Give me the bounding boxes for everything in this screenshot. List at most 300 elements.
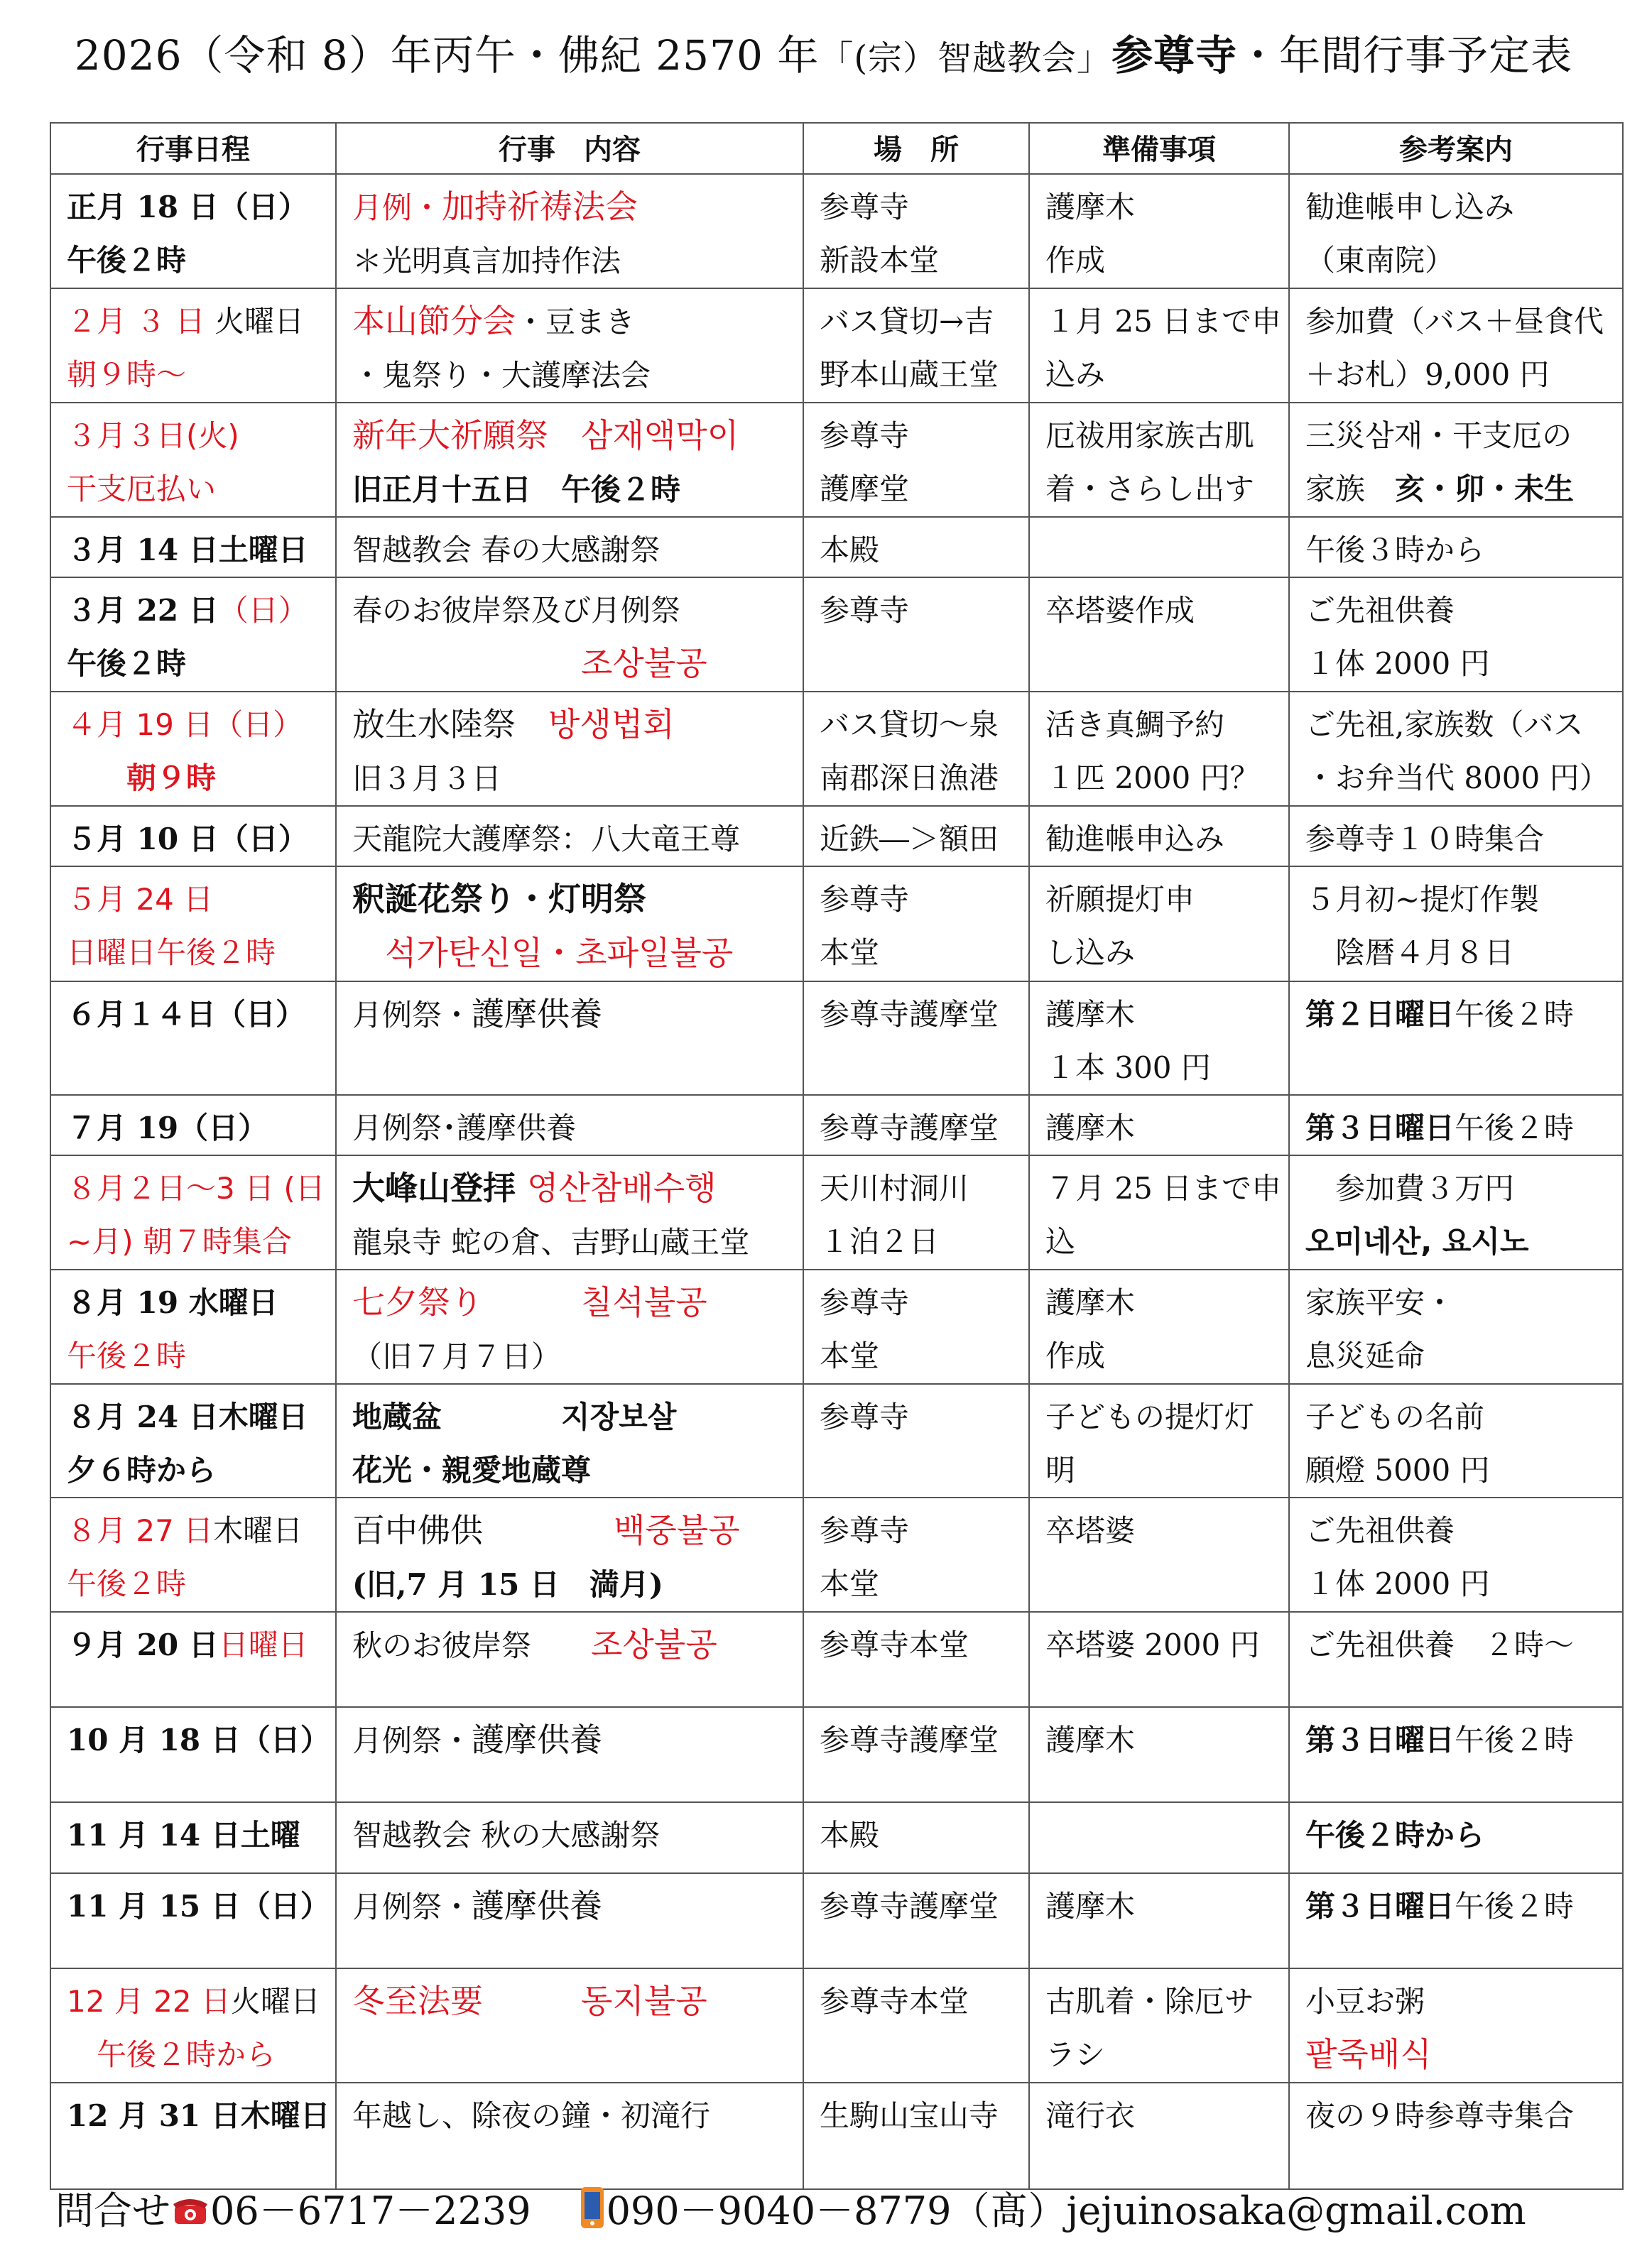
- telephone-icon: [170, 2188, 210, 2240]
- cell-line: [1305, 1329, 1607, 1383]
- cell-line: [67, 926, 320, 979]
- cell-line: [352, 295, 787, 349]
- cell-line: [820, 1329, 1013, 1383]
- cell-text: 冬至法要 동지불공: [352, 1982, 707, 2020]
- cell-text: 子どもの提灯灯: [1045, 1400, 1255, 1434]
- cell-line: [1045, 348, 1273, 401]
- cell-prep: [1029, 2083, 1289, 2189]
- table-row: [50, 1707, 1623, 1802]
- cell-text: し込み: [1045, 935, 1136, 970]
- cell-line: [820, 1975, 1013, 2028]
- cell-line: [67, 409, 320, 462]
- contact-mobile-email[interactable]: 090－9040－8779（髙）jejuinosaka@gmail.com: [606, 2188, 1526, 2233]
- cell-date: [50, 1612, 336, 1707]
- cell-text: 放生水陸祭: [352, 705, 548, 743]
- cell-prep: [1029, 866, 1289, 981]
- cell-line: [1305, 180, 1607, 234]
- header-content: 行事 内容: [336, 123, 803, 174]
- cell-info: [1289, 174, 1623, 288]
- cell-place: [803, 1270, 1029, 1384]
- cell-text: 朝９時: [67, 760, 217, 795]
- cell-place: [803, 806, 1029, 866]
- cell-text: 午後２時: [67, 1566, 187, 1601]
- cell-prep: [1029, 1155, 1289, 1270]
- cell-info: [1289, 2083, 1623, 2189]
- cell-text: 込: [1045, 1224, 1076, 1259]
- cell-line: [67, 1618, 320, 1672]
- cell-text: 日曜日午後２時: [67, 935, 276, 970]
- cell-line: [67, 1557, 320, 1610]
- cell-info: [1289, 1155, 1623, 1270]
- cell-place: [803, 517, 1029, 577]
- cell-date: [50, 1155, 336, 1270]
- cell-content: [336, 1612, 803, 1707]
- cell-text: 卒塔婆 2000 円: [1045, 1628, 1260, 1662]
- cell-line: [820, 295, 1013, 348]
- table-row: [50, 1270, 1623, 1384]
- cell-place: [803, 1968, 1029, 2083]
- header-place: 場 所: [803, 123, 1029, 174]
- cell-line: [352, 234, 787, 288]
- cell-line: [67, 295, 320, 348]
- cell-line: [352, 927, 787, 981]
- cell-text: 込み: [1045, 357, 1106, 392]
- cell-place: [803, 288, 1029, 403]
- cell-line: [352, 1216, 787, 1269]
- cell-line: [1045, 1162, 1282, 1215]
- cell-text: 12 月 31 日木曜日: [67, 2098, 330, 2133]
- cell-place: [803, 403, 1029, 517]
- cell-date: [50, 2083, 336, 2189]
- cell-text: 護摩堂: [820, 471, 910, 506]
- cell-line: [352, 1713, 787, 1767]
- cell-line: [1045, 988, 1273, 1041]
- cell-text: 午後２時から: [1305, 1818, 1485, 1853]
- cell-text: 11 月 15 日（日）: [67, 1889, 330, 1924]
- cell-line: [1305, 1880, 1607, 1933]
- cell-line: [820, 234, 1013, 287]
- cell-line: [1305, 584, 1607, 637]
- cell-text: 本殿: [820, 1818, 880, 1853]
- cell-line: [352, 1618, 787, 1672]
- cell-text: 護摩木: [1045, 1889, 1136, 1924]
- cell-text: 野本山蔵王堂: [820, 357, 999, 392]
- cell-content: [336, 1384, 803, 1498]
- cell-text: 参尊寺１０時集合: [1305, 822, 1545, 856]
- cell-place: [803, 577, 1029, 692]
- cell-line: [1045, 462, 1273, 516]
- cell-content: [336, 403, 803, 517]
- header-date: 行事日程: [50, 123, 336, 174]
- cell-info: [1289, 1498, 1623, 1612]
- cell-text: 本堂: [820, 935, 880, 970]
- cell-line: [1045, 1504, 1273, 1557]
- cell-line: [820, 2089, 1013, 2142]
- cell-line: [67, 523, 320, 577]
- cell-content: [336, 1095, 803, 1155]
- cell-place: [803, 981, 1029, 1095]
- cell-text: 10 月 18 日（日）: [67, 1723, 330, 1757]
- cell-line: [1305, 812, 1607, 866]
- cell-text: 作成: [1045, 243, 1106, 278]
- cell-text: 木曜日: [213, 1513, 303, 1548]
- cell-text: 参尊寺護摩堂: [820, 1723, 999, 1757]
- cell-line: [820, 1809, 1013, 1862]
- cell-line: [820, 584, 1013, 637]
- cell-text: (旧,7 月 15 日 満月): [352, 1567, 663, 1602]
- cell-line: [1305, 751, 1607, 805]
- cell-text: 釈誕花祭り・灯明祭: [352, 880, 646, 918]
- cell-prep: [1029, 1384, 1289, 1498]
- cell-line: [352, 1558, 787, 1611]
- cell-text: 第２日曜日: [1305, 997, 1455, 1032]
- cell-date: [50, 981, 336, 1095]
- cell-text: 護摩木: [1045, 1723, 1136, 1757]
- cell-info: [1289, 1095, 1623, 1155]
- cell-place: [803, 1384, 1029, 1498]
- cell-text: 地蔵盆 지장보살: [352, 1400, 677, 1434]
- cell-line: [820, 180, 1013, 234]
- cell-text: 春のお彼岸祭及び月例祭: [352, 593, 681, 628]
- cell-line: [352, 349, 787, 402]
- cell-line: [352, 988, 787, 1042]
- cell-line: [67, 1215, 320, 1268]
- cell-line: [820, 1390, 1013, 1444]
- cell-text: 明: [1045, 1453, 1076, 1488]
- cell-line: [352, 873, 787, 927]
- cell-text: ~月) 朝７時集合: [67, 1224, 292, 1259]
- table-row: [50, 1802, 1623, 1873]
- cell-content: [336, 1968, 803, 2083]
- cell-text: 年越し、除夜の鐘・初滝行: [352, 2098, 711, 2133]
- cell-text: 参尊寺: [820, 418, 910, 453]
- cell-date: [50, 692, 336, 806]
- cell-text: １体 2000 円: [1305, 1566, 1490, 1601]
- cell-text: （旧７月７日）: [352, 1339, 562, 1374]
- cell-text: 作成: [1045, 1339, 1106, 1373]
- cell-info: [1289, 1802, 1623, 1873]
- cell-text: 護摩木: [1045, 190, 1136, 224]
- cell-text: 参尊寺本堂: [820, 1628, 969, 1662]
- cell-place: [803, 866, 1029, 981]
- cell-text: 第３日曜日: [1305, 1111, 1455, 1145]
- cell-line: [67, 1444, 320, 1497]
- cell-text: 卒塔婆: [1045, 1513, 1136, 1548]
- cell-text: 夜の９時参尊寺集合: [1305, 2098, 1575, 2133]
- cell-line: [820, 698, 1013, 751]
- cell-date: [50, 1968, 336, 2083]
- cell-text: 午後２時: [1455, 997, 1575, 1032]
- cell-text: 古肌着・除厄サ: [1045, 1984, 1255, 2019]
- cell-place: [803, 1707, 1029, 1802]
- table-row: [50, 2083, 1623, 2189]
- cell-line: [1305, 1390, 1607, 1444]
- cell-text: 参尊寺護摩堂: [820, 997, 999, 1032]
- cell-prep: [1029, 403, 1289, 517]
- cell-text: 百中佛供: [352, 1511, 614, 1549]
- cell-text: 参尊寺: [820, 1285, 910, 1320]
- cell-line: [67, 751, 320, 805]
- cell-line: [1305, 348, 1607, 401]
- cell-text: ８月２日～3 日 (日: [67, 1171, 325, 1206]
- table-row: [50, 1095, 1623, 1155]
- cell-text: ご先祖供養: [1305, 593, 1455, 628]
- cell-text: 午後２時から: [67, 2037, 276, 2072]
- cell-text: ＊光明真言加持作法: [352, 244, 621, 278]
- cell-line: [1305, 698, 1607, 751]
- cell-text: 参尊寺: [820, 1513, 910, 1548]
- cell-text: ・豆まき: [516, 305, 636, 339]
- cell-text: １月 25 日まで申: [1045, 304, 1282, 339]
- cell-line: [1305, 926, 1607, 979]
- cell-line: [820, 926, 1013, 979]
- cell-content: [336, 1155, 803, 1270]
- contact-footer: [55, 2186, 1526, 2242]
- header-preparation: 準備事項: [1029, 123, 1289, 174]
- table-row: [50, 981, 1623, 1095]
- cell-line: [67, 2028, 320, 2081]
- cell-line: [1045, 1329, 1273, 1383]
- cell-content: [336, 174, 803, 288]
- cell-prep: [1029, 288, 1289, 403]
- cell-text: 11 月 14 日土曜: [67, 1818, 300, 1853]
- cell-text: ３月 14 日土曜日: [67, 533, 308, 567]
- cell-line: [1045, 1101, 1273, 1155]
- cell-line: [1305, 1557, 1607, 1610]
- cell-line: [1045, 1713, 1273, 1767]
- contact-phone[interactable]: 06－6717－2239: [210, 2188, 531, 2233]
- title-year: 2026（令和 8）年丙午・佛紀 2570 年: [74, 31, 820, 80]
- cell-text: ３月 22 日: [67, 593, 219, 628]
- cell-date: [50, 1498, 336, 1612]
- cell-text: ４月 19 日（日）: [67, 707, 303, 742]
- cell-text: 陰暦４月８日: [1305, 935, 1515, 970]
- cell-line: [1305, 988, 1607, 1041]
- cell-text: 三災삼재・干支厄の: [1305, 418, 1572, 453]
- cell-text: 영산참배수행: [527, 1169, 717, 1207]
- cell-text: 正月 18 日（日）: [67, 190, 308, 224]
- cell-line: [1045, 1215, 1273, 1268]
- cell-line: [1045, 1276, 1273, 1329]
- cell-line: [820, 1215, 1013, 1268]
- cell-date: [50, 517, 336, 577]
- cell-line: [1045, 180, 1273, 234]
- cell-line: [352, 637, 787, 691]
- cell-line: [67, 2089, 330, 2142]
- cell-prep: [1029, 1612, 1289, 1707]
- cell-line: [67, 812, 320, 866]
- table-body: [50, 174, 1623, 2189]
- cell-text: １匹 2000 円？: [1045, 760, 1260, 795]
- cell-text: 加持祈祷法会: [442, 187, 638, 226]
- cell-line: [820, 1276, 1013, 1329]
- cell-line: [67, 1101, 320, 1155]
- cell-line: [820, 523, 1013, 577]
- cell-text: ５月 10 日（日）: [67, 822, 308, 856]
- cell-line: [67, 1809, 320, 1862]
- page-title: [0, 27, 1647, 87]
- cell-content: [336, 1498, 803, 1612]
- cell-text: 参尊寺護摩堂: [820, 1111, 999, 1145]
- cell-text: 오미네산, 요시노: [1305, 1224, 1529, 1259]
- cell-line: [352, 1975, 787, 2029]
- cell-line: [352, 1504, 787, 1558]
- contact-label: 問合せ: [55, 2188, 170, 2233]
- cell-text: 夕６時から: [67, 1453, 217, 1488]
- cell-text: 参尊寺: [820, 190, 910, 224]
- cell-text: ・お弁当代 8000 円）: [1305, 760, 1609, 795]
- table-row: [50, 692, 1623, 806]
- cell-text: （東南院）: [1305, 243, 1455, 278]
- cell-date: [50, 1095, 336, 1155]
- cell-text: 午後２時: [67, 243, 187, 278]
- cell-content: [336, 2083, 803, 2189]
- cell-line: [67, 873, 320, 926]
- cell-text: 午後２時: [1455, 1111, 1575, 1145]
- cell-text: 午後２時: [67, 1339, 187, 1373]
- cell-line: [1305, 1276, 1607, 1329]
- cell-info: [1289, 692, 1623, 806]
- cell-text: 卒塔婆作成: [1045, 593, 1195, 628]
- cell-prep: [1029, 692, 1289, 806]
- cell-text: 月例祭・: [352, 1723, 472, 1758]
- cell-line: [352, 1276, 787, 1330]
- cell-text: 護摩供養: [472, 1721, 603, 1759]
- cell-text: 着・さらし出す: [1045, 471, 1255, 506]
- header-info: 参考案内: [1289, 123, 1623, 174]
- cell-text: 天龍院大護摩祭：八大竜王尊: [352, 822, 741, 856]
- cell-line: [1305, 873, 1607, 926]
- cell-place: [803, 174, 1029, 288]
- cell-text: 参尊寺本堂: [820, 1984, 969, 2019]
- cell-line: [1305, 1444, 1607, 1497]
- cell-text: ８月 19 水曜日: [67, 1285, 278, 1320]
- cell-text: ・鬼祭り・大護摩法会: [352, 358, 651, 393]
- cell-text: 大峰山登拝: [352, 1169, 528, 1207]
- cell-line: [352, 463, 787, 516]
- cell-text: 護摩木: [1045, 1285, 1136, 1320]
- cell-line: [352, 584, 787, 637]
- table-row: [50, 174, 1623, 288]
- mobile-phone-icon: [578, 2186, 607, 2242]
- table-row: [50, 1498, 1623, 1612]
- cell-line: [67, 180, 320, 234]
- cell-text: 参尊寺: [820, 1400, 910, 1434]
- cell-text: １本 300 円: [1045, 1050, 1211, 1085]
- cell-text: 午後２時: [1455, 1723, 1575, 1757]
- cell-line: [67, 462, 320, 516]
- cell-line: [1305, 2089, 1607, 2142]
- cell-text: 参尊寺護摩堂: [820, 1889, 999, 1924]
- cell-text: ６月１４日（日）: [67, 997, 306, 1032]
- cell-text: 秋のお彼岸祭: [352, 1628, 592, 1663]
- cell-line: [67, 988, 320, 1041]
- cell-line: [820, 812, 1013, 866]
- cell-text: 第３日曜日: [1305, 1889, 1455, 1924]
- cell-content: [336, 577, 803, 692]
- cell-prep: [1029, 981, 1289, 1095]
- cell-line: [67, 1975, 320, 2028]
- cell-line: [1305, 1809, 1607, 1862]
- cell-date: [50, 806, 336, 866]
- cell-text: 조상불공: [352, 644, 707, 682]
- cell-info: [1289, 806, 1623, 866]
- cell-text: 朝９時～: [67, 357, 187, 392]
- table-row: [50, 403, 1623, 517]
- cell-text: 月例祭・: [352, 998, 472, 1032]
- cell-line: [1305, 1101, 1607, 1155]
- cell-line: [1045, 1880, 1273, 1933]
- title-church: 「(宗）智越教会」: [819, 38, 1112, 78]
- cell-line: [67, 1504, 320, 1557]
- cell-text: ７月 19（日）: [67, 1111, 268, 1145]
- cell-date: [50, 403, 336, 517]
- cell-line: [820, 409, 1013, 462]
- cell-prep: [1029, 1095, 1289, 1155]
- cell-content: [336, 866, 803, 981]
- cell-text: 活き真鯛予約: [1045, 707, 1225, 742]
- table-row: [50, 1612, 1623, 1707]
- cell-text: 南郡深日漁港: [820, 760, 999, 795]
- cell-text: ７月 25 日まで申: [1045, 1171, 1282, 1206]
- cell-info: [1289, 1968, 1623, 2083]
- cell-text: 午後３時から: [1305, 533, 1485, 567]
- cell-line: [1045, 812, 1273, 866]
- cell-text: 七夕祭り 칠석불공: [352, 1283, 707, 1321]
- cell-place: [803, 2083, 1029, 2189]
- cell-line: [1045, 584, 1273, 637]
- cell-text: 第３日曜日: [1305, 1723, 1455, 1757]
- cell-text: 팥죽배식: [1305, 2035, 1432, 2073]
- cell-info: [1289, 866, 1623, 981]
- cell-text: 護摩木: [1045, 1111, 1136, 1145]
- cell-line: [820, 1880, 1013, 1933]
- cell-text: 天川村洞川: [820, 1171, 969, 1206]
- table-row: [50, 866, 1623, 981]
- cell-text: 祈願提灯申: [1045, 882, 1195, 917]
- cell-line: [67, 1880, 330, 1933]
- cell-text: 勧進帳申込み: [1045, 822, 1225, 856]
- cell-content: [336, 806, 803, 866]
- cell-place: [803, 1873, 1029, 1968]
- cell-text: バス貸切→吉: [820, 304, 994, 339]
- cell-text: 本山節分会: [352, 302, 516, 340]
- cell-date: [50, 866, 336, 981]
- cell-content: [336, 981, 803, 1095]
- cell-content: [336, 517, 803, 577]
- cell-text: ９月 20 日: [67, 1628, 219, 1662]
- cell-content: [336, 692, 803, 806]
- cell-line: [1305, 1975, 1607, 2028]
- cell-text: 家族: [1305, 471, 1396, 506]
- event-schedule-table: [50, 122, 1624, 2190]
- cell-prep: [1029, 1498, 1289, 1612]
- cell-prep: [1029, 1873, 1289, 1968]
- cell-text: 午後２時: [67, 646, 187, 681]
- cell-date: [50, 288, 336, 403]
- title-temple: 参尊寺: [1111, 31, 1238, 80]
- cell-prep: [1029, 517, 1289, 577]
- cell-line: [1045, 523, 1273, 577]
- cell-text: （日）: [218, 593, 308, 628]
- cell-line: [1305, 1618, 1607, 1672]
- cell-line: [67, 1276, 320, 1329]
- cell-text: 旧３月３日: [352, 761, 502, 796]
- cell-date: [50, 174, 336, 288]
- cell-info: [1289, 403, 1623, 517]
- cell-line: [352, 2089, 787, 2142]
- cell-text: 智越教会 春の大感謝祭: [352, 533, 661, 567]
